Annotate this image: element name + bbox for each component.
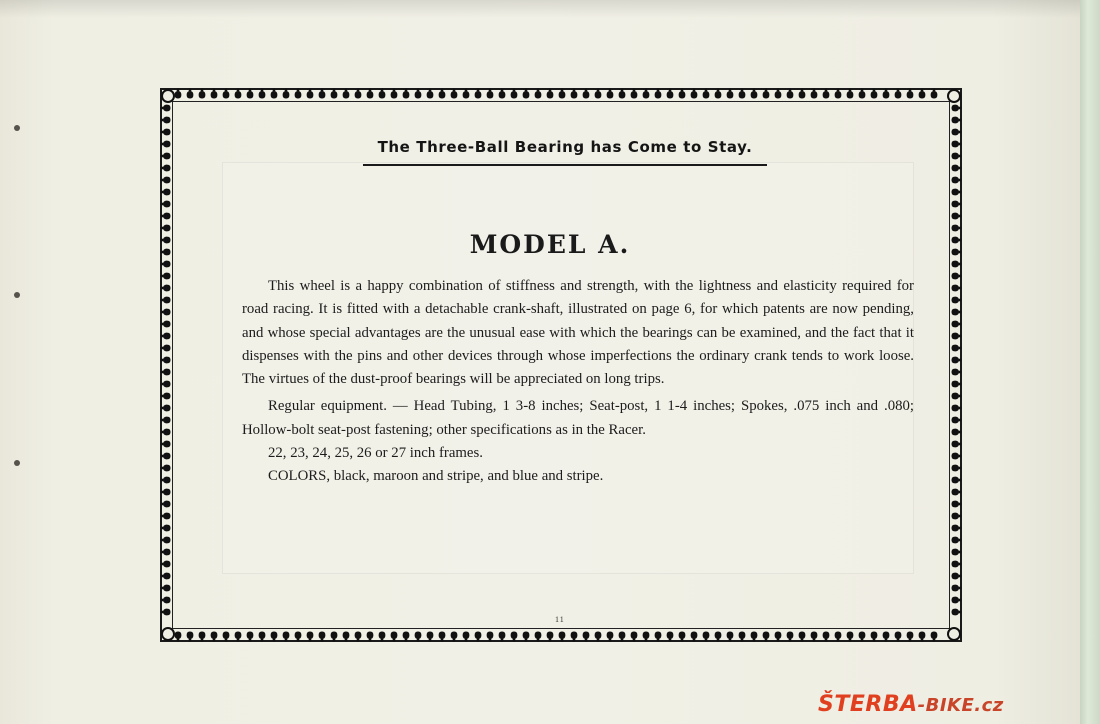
vine-leaf [475, 632, 482, 642]
vine-leaf [715, 89, 722, 99]
vine-leaf [523, 632, 530, 642]
vine-leaf [367, 632, 374, 642]
vine-leaf [787, 632, 794, 642]
vine-leaf [571, 632, 578, 642]
vine-leaf [952, 501, 962, 508]
vine-leaf [161, 129, 171, 136]
vine-leaf [223, 632, 230, 642]
vine-leaf [355, 89, 362, 99]
vine-leaf [727, 632, 734, 642]
vine-leaf [463, 89, 470, 99]
binding-hole [14, 125, 20, 131]
vine-leaf [907, 632, 914, 642]
vine-leaf [907, 89, 914, 99]
vine-leaf [931, 89, 938, 99]
vine-leaf [547, 89, 554, 99]
vine-leaf [379, 89, 386, 99]
vine-leaf [161, 189, 171, 196]
vine-leaf [571, 89, 578, 99]
vine-leaf [952, 369, 962, 376]
vine-leaf [547, 632, 554, 642]
vine-leaf [247, 632, 254, 642]
vine-leaf [583, 632, 590, 642]
vine-leaf [739, 632, 746, 642]
vine-leaf [952, 489, 962, 496]
vine-leaf [952, 441, 962, 448]
vine-leaf [415, 632, 422, 642]
vine-leaf [952, 285, 962, 292]
vine-leaf [895, 632, 902, 642]
vine-leaf [691, 89, 698, 99]
heading-underline [363, 164, 767, 166]
vine-leaf [751, 632, 758, 642]
vine-leaf [295, 632, 302, 642]
vine-leaf [619, 89, 626, 99]
binding-hole [14, 292, 20, 298]
vine-leaf [835, 632, 842, 642]
vine-leaf [631, 632, 638, 642]
vine-leaf [847, 89, 854, 99]
vine-leaf [655, 89, 662, 99]
vine-leaf [259, 632, 266, 642]
vine-leaf [439, 89, 446, 99]
vine-leaf [161, 405, 171, 412]
binding-hole [14, 460, 20, 466]
vine-leaf [199, 632, 206, 642]
vine-leaf [667, 632, 674, 642]
vine-leaf [161, 429, 171, 436]
vine-leaf [307, 89, 314, 99]
vine-leaf [952, 177, 962, 184]
vine-leaf [952, 105, 962, 112]
vine-leaf [235, 89, 242, 99]
vine-leaf [952, 609, 962, 616]
vine-leaf [161, 489, 171, 496]
vine-leaf [952, 165, 962, 172]
vine-leaf [952, 237, 962, 244]
vine-leaf [223, 89, 230, 99]
vine-leaf [763, 632, 770, 642]
vine-leaf [161, 177, 171, 184]
vine-leaf [175, 89, 182, 99]
vine-leaf [799, 632, 806, 642]
vine-leaf [161, 477, 171, 484]
next-page-edge [1080, 0, 1100, 724]
vine-leaf [161, 297, 171, 304]
paragraph-colors: COLORS, black, maroon and stripe, and blue and stripe. [268, 468, 604, 485]
vine-leaf [883, 89, 890, 99]
vine-leaf [535, 89, 542, 99]
corner-curl [162, 628, 174, 640]
vine-leaf [859, 632, 866, 642]
vine-leaf [161, 453, 171, 460]
vine-leaf [175, 632, 182, 642]
vine-leaf [559, 632, 566, 642]
vine-leaf [187, 89, 194, 99]
vine-leaf [161, 441, 171, 448]
vine-leaf [161, 585, 171, 592]
paragraph-description: This wheel is a happy combination of stiffness and strength, with the lightness and elasticity required for road racing. It is fitted with a detachable crank-shaft, illustrated on page 6, for which patents are now pending, and whose special advantages are the unusual ease with which the bearings can be examined, and the fact that it dispenses with the pins and other devices through whose imperfections the ordinary crank tends to work loose. The virtues of the dust-proof bearings will be appreciated on long trips. [242, 278, 914, 388]
vine-leaf [775, 89, 782, 99]
vine-leaf [583, 89, 590, 99]
vine-leaf [161, 501, 171, 508]
vine-leaf [319, 89, 326, 99]
vine-leaf [161, 321, 171, 328]
vine-leaf [952, 309, 962, 316]
vine-leaf [952, 381, 962, 388]
paragraph-equipment: Regular equipment. — Head Tubing, 1 3-8 inches; Seat-post, 1 1-4 inches; Spokes, .075 inch and .080; Hollow-bolt seat-post fastening; other specifications as in the Racer. [242, 398, 914, 438]
vine-leaf [211, 89, 218, 99]
vine-leaf [751, 89, 758, 99]
vine-leaf [952, 213, 962, 220]
vine-leaf [331, 632, 338, 642]
vine-leaf [511, 89, 518, 99]
vine-leaf [655, 632, 662, 642]
vine-leaf [403, 632, 410, 642]
vine-leaf [607, 89, 614, 99]
vine-leaf [883, 632, 890, 642]
vine-leaf [715, 632, 722, 642]
vine-leaf [161, 249, 171, 256]
vine-leaf [161, 213, 171, 220]
vine-leaf [391, 632, 398, 642]
vine-leaf [415, 89, 422, 99]
vine-leaf [161, 153, 171, 160]
vine-leaf [952, 549, 962, 556]
vine-leaf [161, 345, 171, 352]
vine-leaf [952, 429, 962, 436]
vine-leaf [952, 297, 962, 304]
vine-leaf [895, 89, 902, 99]
vine-leaf [727, 89, 734, 99]
vine-leaf [952, 453, 962, 460]
vine-leaf [787, 89, 794, 99]
body-text [242, 275, 914, 489]
vine-leaf [679, 632, 686, 642]
vine-leaf [691, 632, 698, 642]
vine-leaf [952, 537, 962, 544]
vine-leaf [703, 632, 710, 642]
vine-leaf [952, 261, 962, 268]
vine-leaf [259, 89, 266, 99]
vine-leaf [499, 89, 506, 99]
vine-leaf [439, 632, 446, 642]
vine-leaf [952, 249, 962, 256]
vine-leaf [847, 632, 854, 642]
vine-leaf [161, 201, 171, 208]
vine-leaf [952, 573, 962, 580]
vine-leaf [487, 632, 494, 642]
vine-leaf [161, 273, 171, 280]
vine-leaf [952, 561, 962, 568]
vine-leaf [161, 561, 171, 568]
watermark-suffix: -BIKE.cz [917, 695, 1004, 716]
vine-leaf [331, 89, 338, 99]
vine-leaf [952, 345, 962, 352]
watermark-brand: ŠTERBA [818, 692, 918, 717]
vine-leaf [952, 333, 962, 340]
vine-leaf [619, 632, 626, 642]
vine-leaf [703, 89, 710, 99]
vine-leaf [952, 273, 962, 280]
vine-leaf [451, 89, 458, 99]
vine-leaf [161, 465, 171, 472]
vine-leaf [799, 89, 806, 99]
vine-leaf [952, 417, 962, 424]
vine-leaf [823, 632, 830, 642]
vine-leaf [247, 89, 254, 99]
vine-leaf [403, 89, 410, 99]
vine-leaf [161, 597, 171, 604]
vine-leaf [763, 89, 770, 99]
vine-leaf [919, 632, 926, 642]
vine-leaf [161, 513, 171, 520]
vine-leaf [161, 573, 171, 580]
vine-leaf [379, 632, 386, 642]
model-title: MODEL A. [469, 230, 631, 259]
vine-leaf [451, 632, 458, 642]
vine-leaf [283, 632, 290, 642]
corner-curl [162, 90, 174, 102]
vine-leaf [811, 89, 818, 99]
page-heading: The Three-Ball Bearing has Come to Stay. [377, 138, 753, 156]
vine-leaf [161, 225, 171, 232]
vine-leaf [919, 89, 926, 99]
vine-leaf [161, 105, 171, 112]
vine-leaf [931, 632, 938, 642]
vine-leaf [161, 165, 171, 172]
page-number: 11 [555, 615, 565, 624]
vine-leaf [952, 225, 962, 232]
vine-leaf [319, 632, 326, 642]
page-shadow [0, 0, 1080, 18]
vine-leaf [427, 632, 434, 642]
vine-leaf [607, 632, 614, 642]
vine-leaf [559, 89, 566, 99]
vine-leaf [475, 89, 482, 99]
vine-leaf [952, 201, 962, 208]
vine-leaf [161, 393, 171, 400]
vine-leaf [161, 417, 171, 424]
vine-leaf [952, 117, 962, 124]
vine-leaf [595, 632, 602, 642]
vine-leaf [211, 632, 218, 642]
vine-leaf [427, 89, 434, 99]
vine-leaf [463, 632, 470, 642]
vine-leaf [952, 357, 962, 364]
vine-leaf [823, 89, 830, 99]
vine-leaf [499, 632, 506, 642]
vine-leaf [307, 632, 314, 642]
corner-curl [948, 90, 960, 102]
vine-leaf [161, 237, 171, 244]
corner-curl [948, 628, 960, 640]
vine-leaf [187, 632, 194, 642]
vine-leaf [595, 89, 602, 99]
vine-leaf [952, 405, 962, 412]
vine-leaf [199, 89, 206, 99]
vine-leaf [952, 321, 962, 328]
vine-leaf [283, 89, 290, 99]
vine-leaf [952, 597, 962, 604]
vine-leaf [235, 632, 242, 642]
vine-leaf [391, 89, 398, 99]
vine-leaf [355, 632, 362, 642]
vine-leaf [367, 89, 374, 99]
vine-leaf [271, 632, 278, 642]
vine-leaf [161, 525, 171, 532]
vine-leaf [161, 117, 171, 124]
vine-leaf [161, 285, 171, 292]
vine-leaf [161, 309, 171, 316]
vine-leaf [161, 609, 171, 616]
vine-leaf [643, 89, 650, 99]
vine-leaf [667, 89, 674, 99]
vine-leaf [952, 525, 962, 532]
vine-leaf [161, 261, 171, 268]
vine-leaf [679, 89, 686, 99]
vine-leaf [952, 189, 962, 196]
vine-leaf [952, 129, 962, 136]
vine-leaf [871, 632, 878, 642]
vine-leaf [859, 89, 866, 99]
paragraph-frames: 22, 23, 24, 25, 26 or 27 inch frames. [268, 445, 483, 462]
vine-leaf [952, 393, 962, 400]
vine-leaf [511, 632, 518, 642]
vine-leaf [535, 632, 542, 642]
vine-leaf [952, 513, 962, 520]
vine-leaf [343, 89, 350, 99]
vine-leaf [523, 89, 530, 99]
vine-leaf [161, 381, 171, 388]
vine-leaf [952, 465, 962, 472]
vine-leaf [952, 153, 962, 160]
vine-leaf [871, 89, 878, 99]
vine-leaf [631, 89, 638, 99]
vine-leaf [295, 89, 302, 99]
vine-leaf [811, 632, 818, 642]
vine-leaf [161, 333, 171, 340]
vine-leaf [952, 477, 962, 484]
vine-leaf [271, 89, 278, 99]
vine-leaf [161, 537, 171, 544]
vine-leaf [161, 549, 171, 556]
vine-leaf [161, 141, 171, 148]
vine-leaf [343, 632, 350, 642]
site-watermark [818, 692, 1086, 717]
vine-leaf [835, 89, 842, 99]
vine-leaf [161, 369, 171, 376]
vine-leaf [487, 89, 494, 99]
vine-leaf [952, 141, 962, 148]
vine-leaf [952, 585, 962, 592]
vine-leaf [775, 632, 782, 642]
vine-leaf [161, 357, 171, 364]
vine-leaf [643, 632, 650, 642]
vine-leaf [739, 89, 746, 99]
